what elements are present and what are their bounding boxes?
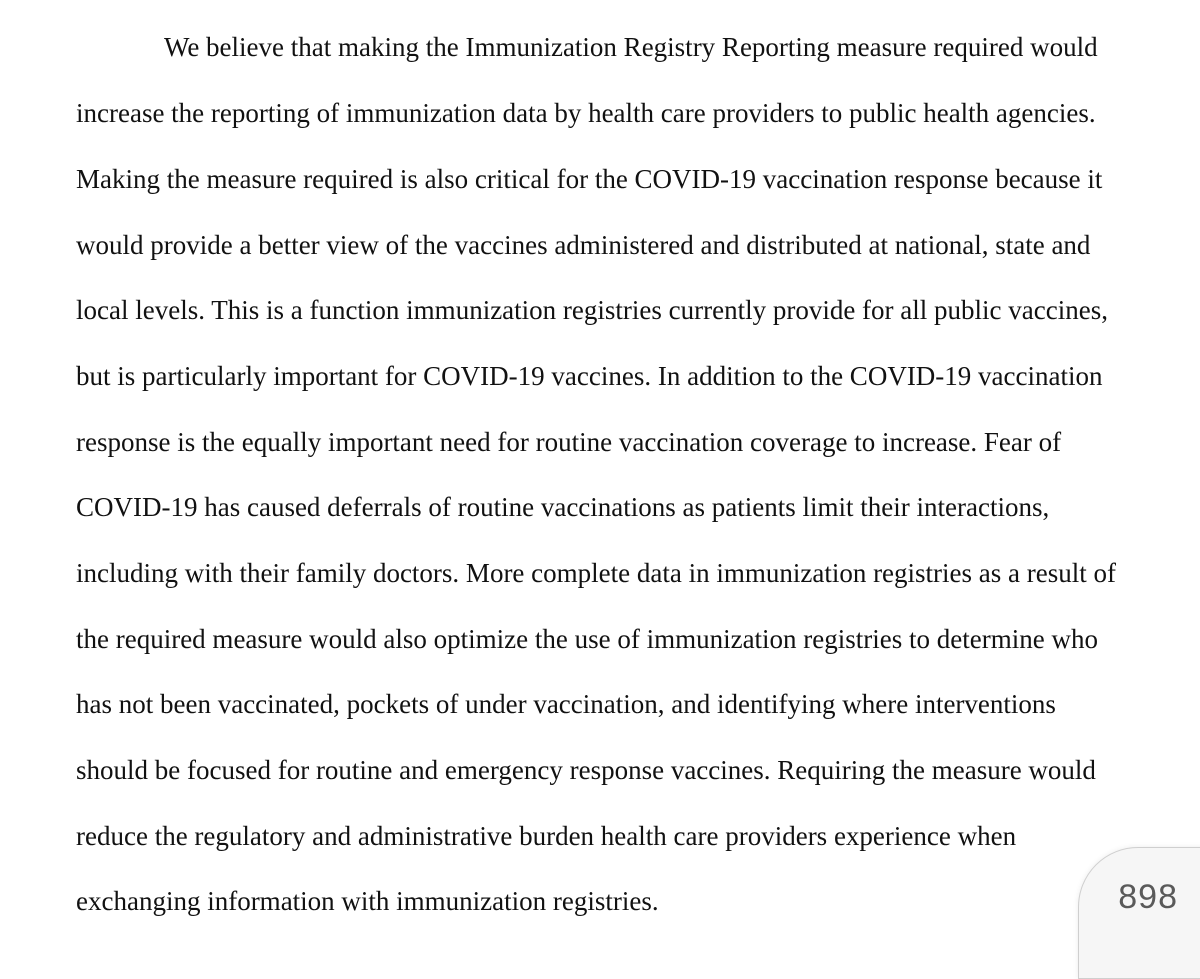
paragraph-line: exchanging information with immunization registries. xyxy=(76,886,659,916)
paragraph-line: including with their family doctors. More complete data in immunization registries as a result of xyxy=(76,558,1116,588)
paragraph-line: reduce the regulatory and administrative burden health care providers experience when xyxy=(76,821,1017,851)
paragraph-line: should be focused for routine and emergency response vaccines. Requiring the measure would xyxy=(76,755,1096,785)
paragraph-line: the required measure would also optimize the use of immunization registries to determine who xyxy=(76,624,1098,654)
paragraph-line: increase the reporting of immunization data by health care providers to public health agencies. xyxy=(76,98,1096,128)
paragraph-line: We believe that making the Immunization Registry Reporting measure required would xyxy=(164,32,1098,62)
paragraph-line: but is particularly important for COVID-19 vaccines. In addition to the COVID-19 vaccination xyxy=(76,361,1103,391)
paragraph-line: has not been vaccinated, pockets of under vaccination, and identifying where interventions xyxy=(76,689,1056,719)
paragraph-line: response is the equally important need for routine vaccination coverage to increase. Fear of xyxy=(76,427,1062,457)
paragraph-line: would provide a better view of the vaccines administered and distributed at national, state and xyxy=(76,230,1091,260)
paragraph-line: COVID-19 has caused deferrals of routine vaccinations as patients limit their interactions, xyxy=(76,492,1050,522)
paragraph-line: Making the measure required is also critical for the COVID-19 vaccination response because it xyxy=(76,164,1103,194)
paragraph-line: local levels. This is a function immunization registries currently provide for all public vaccines, xyxy=(76,295,1108,325)
page-number: 898 xyxy=(1118,878,1178,916)
